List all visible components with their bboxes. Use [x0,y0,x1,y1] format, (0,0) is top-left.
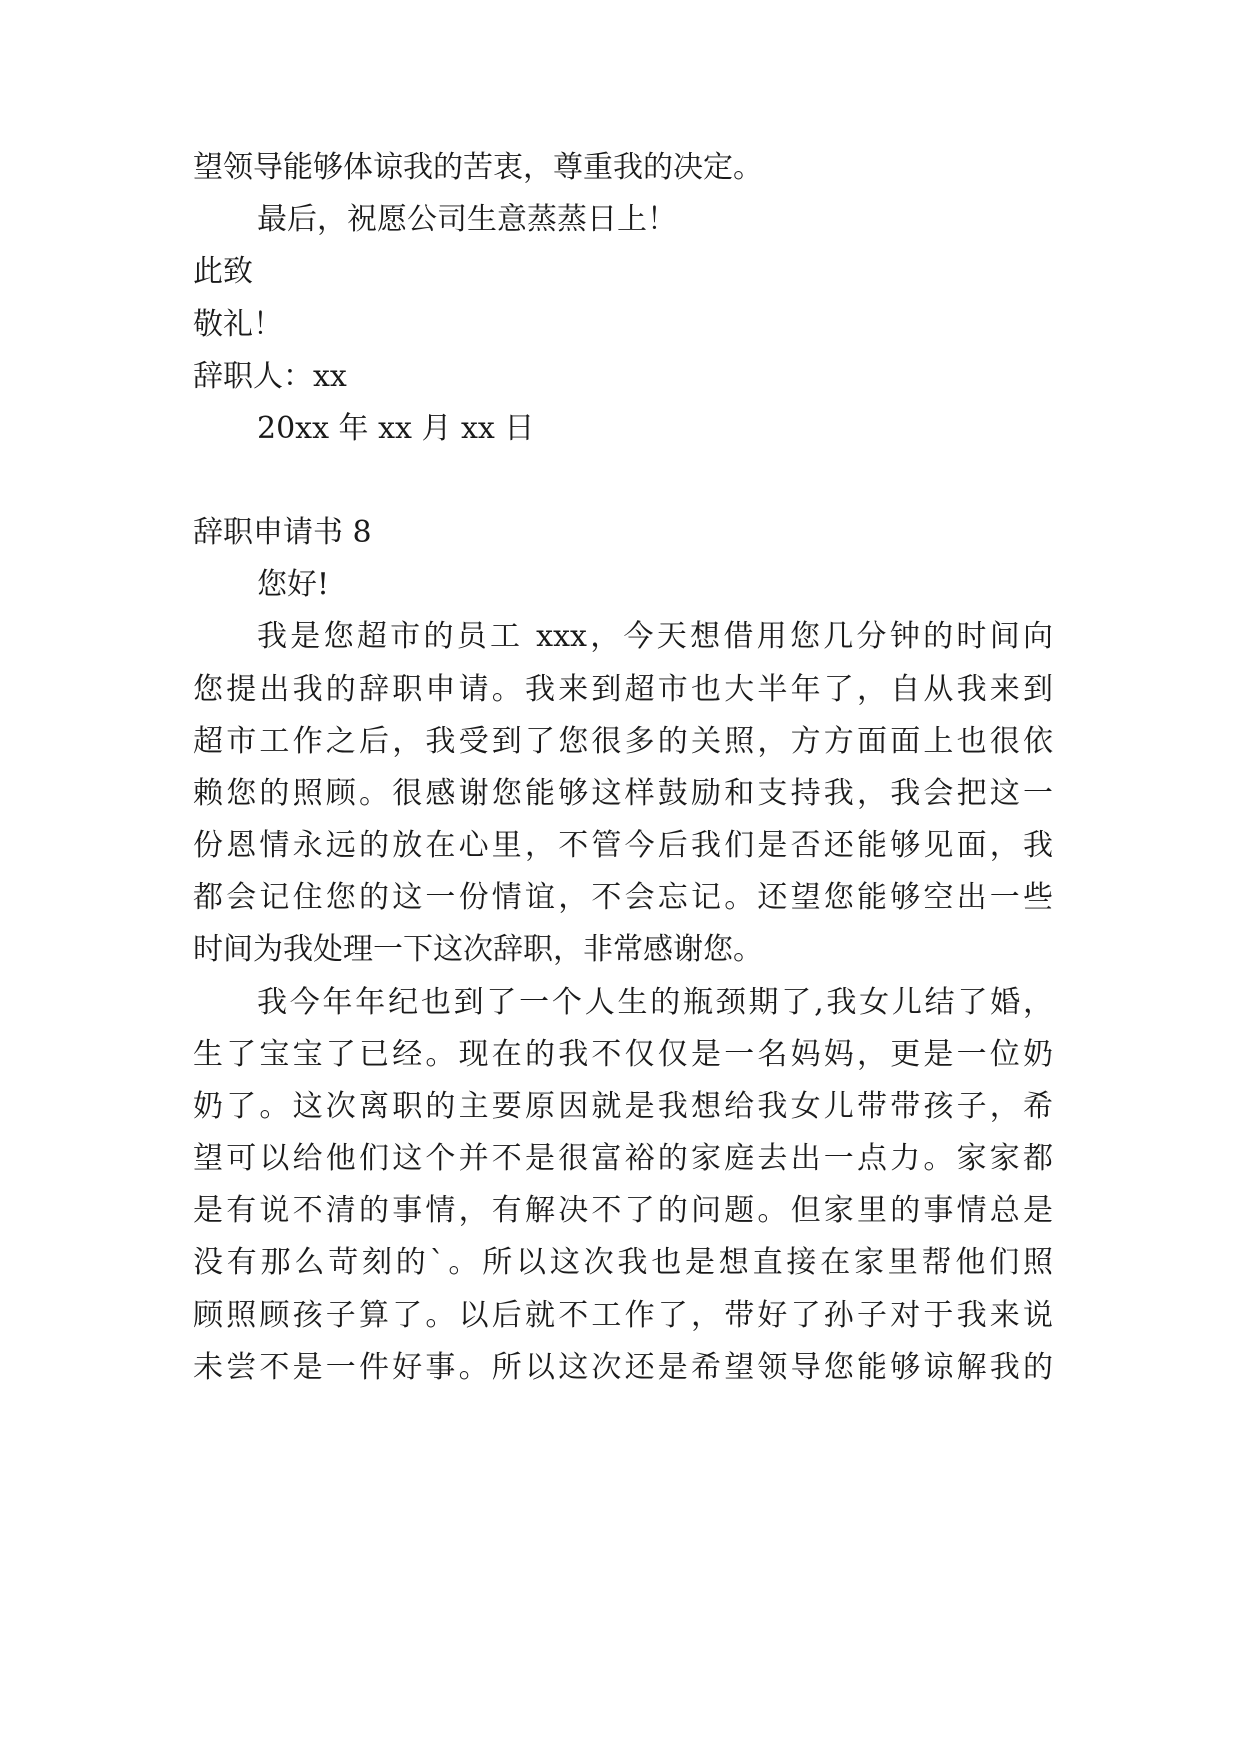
text-line: 望领导能够体谅我的苦衷，尊重我的决定。 [193,150,763,185]
text-line: 顾照顾孩子算了。以后就不工作了，带好了孙子对于我来说 [193,1298,1053,1333]
text-line: 望可以给他们这个并不是很富裕的家庭去出一点力。家家都 [193,1141,1053,1176]
section-heading: 辞职申请书 8 [193,515,372,550]
text-line: 敬礼！ [193,307,283,342]
greeting-line: 您好! [257,567,330,602]
signature-line: 辞职人：xx [193,359,347,394]
text-line: 未尝不是一件好事。所以这次还是希望领导您能够谅解我的 [193,1350,1053,1385]
text-line: 奶了。这次离职的主要原因就是我想给我女儿带带孩子，希 [193,1089,1053,1124]
text-line: 我是您超市的员工 xxx，今天想借用您几分钟的时间向 [257,619,1053,654]
text-line: 份恩情永远的放在心里，不管今后我们是否还能够见面，我 [193,828,1053,863]
text-line: 是有说不清的事情，有解决不了的问题。但家里的事情总是 [193,1193,1053,1228]
text-line: 都会记住您的这一份情谊，不会忘记。还望您能够空出一些 [193,880,1053,915]
text-line: 没有那么苛刻的`。所以这次我也是想直接在家里帮他们照 [193,1245,1053,1280]
text-line: 赖您的照顾。很感谢您能够这样鼓励和支持我，我会把这一 [193,776,1053,811]
text-line: 最后，祝愿公司生意蒸蒸日上！ [257,202,677,237]
text-line: 此致 [193,254,253,289]
text-line: 时间为我处理一下这次辞职，非常感谢您。 [193,932,763,967]
text-line: 我今年年纪也到了一个人生的瓶颈期了,我女儿结了婚， [257,985,1053,1020]
date-line: 20xx 年 xx 月 xx 日 [257,411,535,446]
text-line: 生了宝宝了已经。现在的我不仅仅是一名妈妈，更是一位奶 [193,1037,1053,1072]
text-line: 超市工作之后，我受到了您很多的关照，方方面面上也很依 [193,724,1053,759]
text-line: 您提出我的辞职申请。我来到超市也大半年了，自从我来到 [193,672,1053,707]
